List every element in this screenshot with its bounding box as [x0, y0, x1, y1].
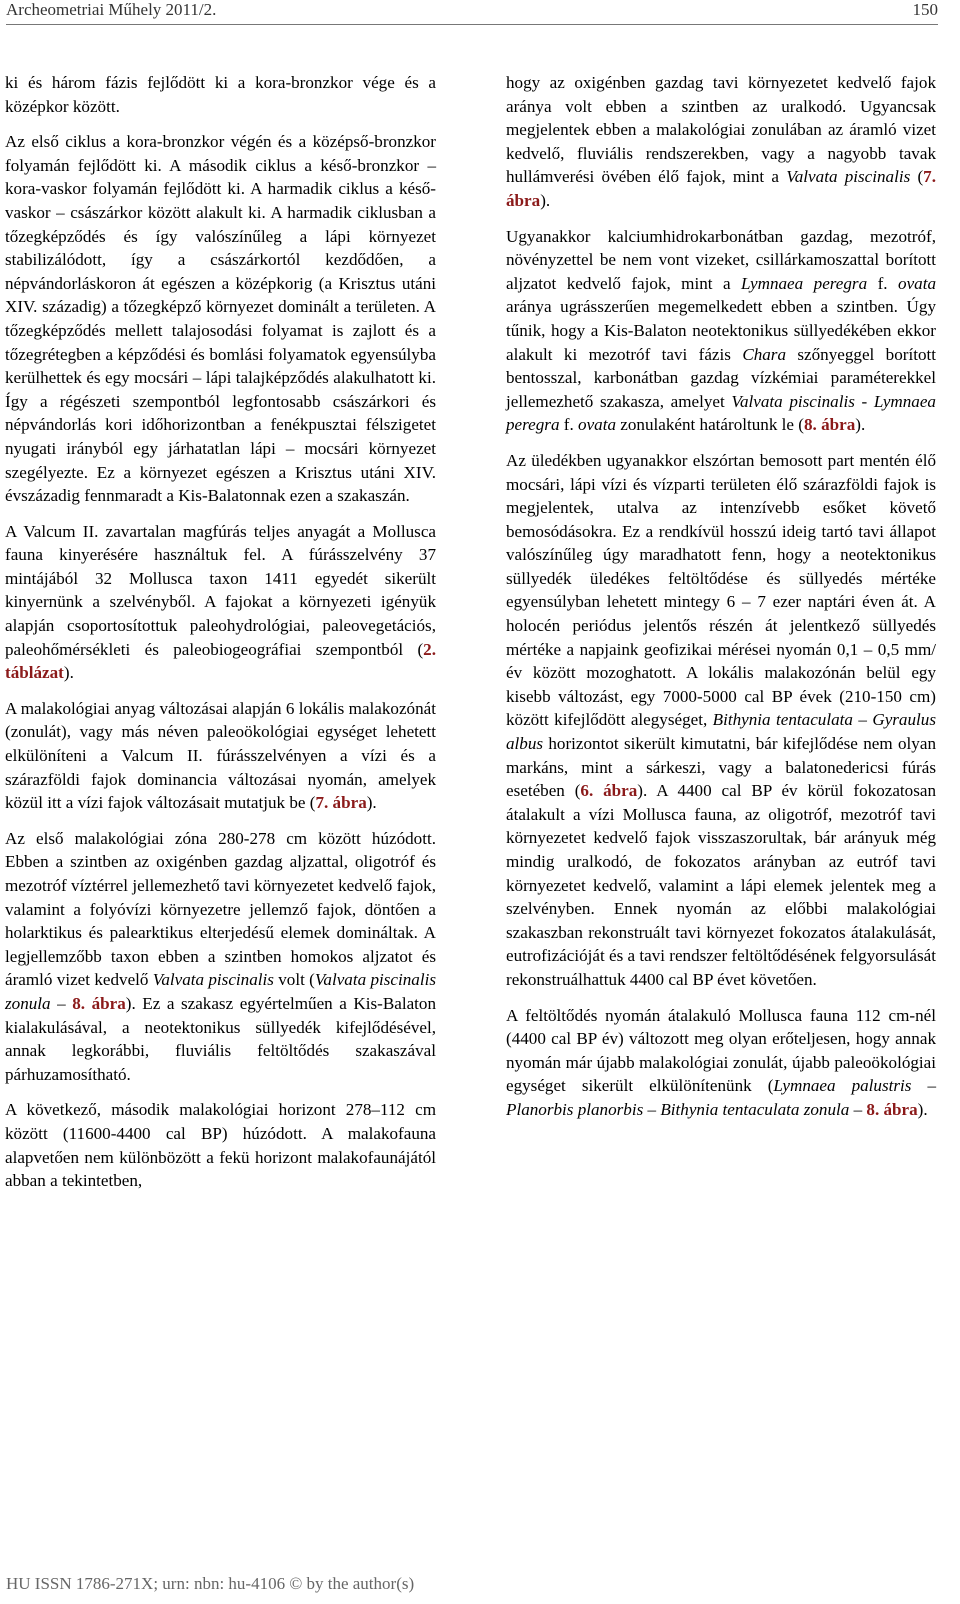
- paragraph: Ugyanakkor kalciumhidrokarbonátban gazdag, mezotróf, növényzettel be nem vont vizeket, csillárkamoszattal borított aljzatot kedvelő fajok, mint a Lymnaea peregra f. ovata aránya ugrásszerűen megemelkedett ebben a szintben. Úgy tűnik, hogy a Kis-Balaton neotektonikus süllyedékében ekkor alakult ki mezotróf tavi fázis Chara szőnyeggel borított bentosszal, karbonátban gazdag vízkémiai paraméterekkel jellemezhető szakasza, amelyet Valvata piscinalis - Lymnaea peregra f. ovata zonulaként határoltunk le (8. ábra).: [506, 226, 937, 435]
- page-number: 150: [912, 0, 938, 19]
- figure-reference[interactable]: 8. ábra: [72, 993, 126, 1013]
- left-column: [5, 71, 436, 1205]
- taxon-name: Valvata piscinalis - Lymnaea peregra: [506, 391, 936, 435]
- header-rule: [6, 24, 938, 25]
- paragraph: Az üledékben ugyanakkor elszórtan bemosott part mentén élő mocsári, lápi vízi és vízparti területen élő szárazföldi fajok is megjelentek, utalva az intenzívebb esőket követő bemosódásokra. Ez a rendkívül hosszú ideig tartó tavi állapot valószínűleg úgy maradhatott fenn, hogy a neotektonikus süllyedék üledékes feltöltődése és süllyedés mértéke egyensúlyban lehetett mintegy 6 – 7 ezer naptári éven át. A holocén periódus jelentős részén át jelentkező süllyedés mértéke a napjaink geofizikai mérései nyomán 0,1 – 0,5 mm/ év között mozoghatott. A lokális malakozónán belül egy kisebb változást, egy 7000-5000 cal BP évek (210-150 cm) között kifejlődött alegységet, Bithynia tentaculata – Gyraulus albus horizontot sikerült kimutatni, bár kifejlődése nem olyan markáns, mint a sárkeszi, vagy a balatonedericsi fúrás esetében (6. ábra). A 4400 cal BP év körül fokozatosan átalakult a vízi Mollusca fauna, az oligotróf, mezotróf tavi környezetet kedvelő fajok visszaszorultak, bár arányuk még mindig uralkodó, de fokozatos arányban az eutróf tavi környezetet kedvelő, valamint a lápi elemek jelentek meg a szelvényben. Ennek nyomán az előbbi malakológiai szakaszban rekonstruált tavi környezet fokozatos átalakulását, eutrofizációját és a tavi rendszer feltöltődésének felgyorsulását rekonstruálhattuk 4400 cal BP évet követően.: [506, 450, 937, 989]
- taxon-name: ovata: [898, 273, 937, 293]
- right-column: [506, 71, 936, 1134]
- figure-reference[interactable]: 8. ábra: [803, 415, 856, 435]
- figure-reference[interactable]: 6. ábra: [580, 781, 638, 801]
- taxon-name: ovata: [578, 415, 616, 435]
- taxon-name: Chara: [742, 344, 787, 364]
- journal-title: Archeometriai Műhely 2011/2.: [6, 0, 217, 19]
- paragraph: ki és három fázis fejlődött ki a kora-bronzkor vége és a középkor között.: [5, 73, 436, 116]
- paragraph: A következő, második malakológiai horizont 278–112 cm között (11600-4400 cal BP) húzódott. A malakofauna alapvetően nem különbözött a fekü horizont malakofaunájától abban a tekintetben,: [5, 1100, 436, 1191]
- paragraph: A feltöltődés nyomán átalakuló Mollusca fauna 112 cm-nél (4400 cal BP év) változott meg olyan erőteljesen, hogy annak nyomán már újabb malakológiai zonulát, újabb paleoökológiai egységet sikerült elkülönítenünk (Lymnaea palustris – Planorbis planorbis – Bithynia tentaculata zonula – 8. ábra).: [506, 1005, 936, 1119]
- figure-reference[interactable]: 7. ábra: [506, 167, 936, 210]
- taxon-name: Lymnaea peregra: [741, 273, 868, 293]
- taxon-name: Valvata piscinalis: [152, 970, 274, 990]
- table-reference[interactable]: 2. táblázat: [5, 639, 436, 683]
- paragraph: Az első ciklus a kora-bronzkor végén és a középső-bronzkor folyamán fejlődött ki. A második ciklus a késő-bronzkor – kora-vaskor folyamán fejlődött ki. A harmadik ciklus a késő-vaskor – császárkor között alakult ki. A harmadik ciklusban a tőzegképződés és így valószínűleg a lápi környezet stabilizálódott, így a császárkortól kezdődően, a népvándorláskoron át egészen a középkorig (a Krisztus utáni XIV. századig) a tőzegképző környezet dominált a területen. A tőzegképződés mellett talajosodási folyamat is zajlott és a tőzegrétegben a képződési és bomlási folyamatok egyensúlyba kerülhettek és egy mocsári – lápi talajképződés alakulhatott ki. Így a régészeti szempontból legfontosabb császárkori és népvándorlás kori időhorizontban a fenékpusztai félszigetet nyugati irányból egy járhatatlan lápi – mocsári környezet szegélyezte. Ez a környezet egészen a Krisztus utáni XIV. évszázadig fennmaradt a Kis-Balatonnak ezen a szakaszán.: [5, 132, 436, 506]
- paragraph: A Valcum II. zavartalan magfúrás teljes anyagát a Mollusca fauna kinyerésére használtuk fel. A fúrásszelvény 37 mintájából 32 Mollusca taxon 1411 egyedét sikerült kinyernünk a szelvényből. A fajokat a környezeti igényük alapján csoportosítottuk paleohydrológiai, paleovegetációs, paleohőmérsékleti és paleobiogeográfiai szempontból (2. táblázat).: [5, 521, 436, 683]
- figure-reference[interactable]: 7. ábra: [315, 793, 367, 813]
- taxon-name: Lymnaea palustris – Planorbis planorbis – Bithynia tentaculata zonula: [506, 1076, 936, 1119]
- paragraph: Az első malakológiai zóna 280-278 cm között húzódott. Ebben a szintben az oxigénben gazdag aljzattal, oligotróf és mezotróf víztérrel jellemezhető tavi környezetet kedvelő fajok, valamint a folyóvízi környezetre jellemző fajok, döntően a holarktikus és palearktikus elterjedésű elemek domináltak. A legjellemzőbb taxon ebben a szintben homokos aljzatot és áramló vizet kedvelő Valvata piscinalis volt (Valvata piscinalis zonula – 8. ábra). Ez a szakasz egyértelműen a Kis-Balaton kialakulásával, a neotektonikus süllyedék kifejlődésével, annak legkorábbi, fluviális feltöltődés szakaszával párhuzamosítható.: [5, 828, 437, 1084]
- paragraph: A malakológiai anyag változásai alapján 6 lokális malakozónát (zonulát), vagy más néven paleoökológiai egységet lehetett elkülöníteni a Valcum II. fúrásszelvényen a vízi és a szárazföldi fajok dominancia változásai nyomán, amelyek közül itt a vízi fajok változásait mutatjuk be (7. ábra).: [5, 698, 436, 813]
- taxon-name: Valvata piscinalis: [786, 167, 911, 187]
- taxon-name: Bithynia tentaculata – Gyraulus albus: [506, 710, 936, 754]
- taxon-name: Valvata piscinalis zonula: [5, 970, 437, 1013]
- paragraph: hogy az oxigénben gazdag tavi környezetet kedvelő fajok aránya volt ebben a szintben az uralkodó. Ugyancsak megjelentek ebben a malakológiai zonulában az áramló vizet kedvelő, fluviális rendszerekben, vagy a nagyobb tavak hullámverési övében élő fajok, mint a Valvata piscinalis (7. ábra).: [506, 73, 936, 210]
- figure-reference[interactable]: 8. ábra: [866, 1099, 918, 1119]
- footer-issn: HU ISSN 1786-271X; urn: nbn: hu-4106 © by the author(s): [6, 1574, 415, 1593]
